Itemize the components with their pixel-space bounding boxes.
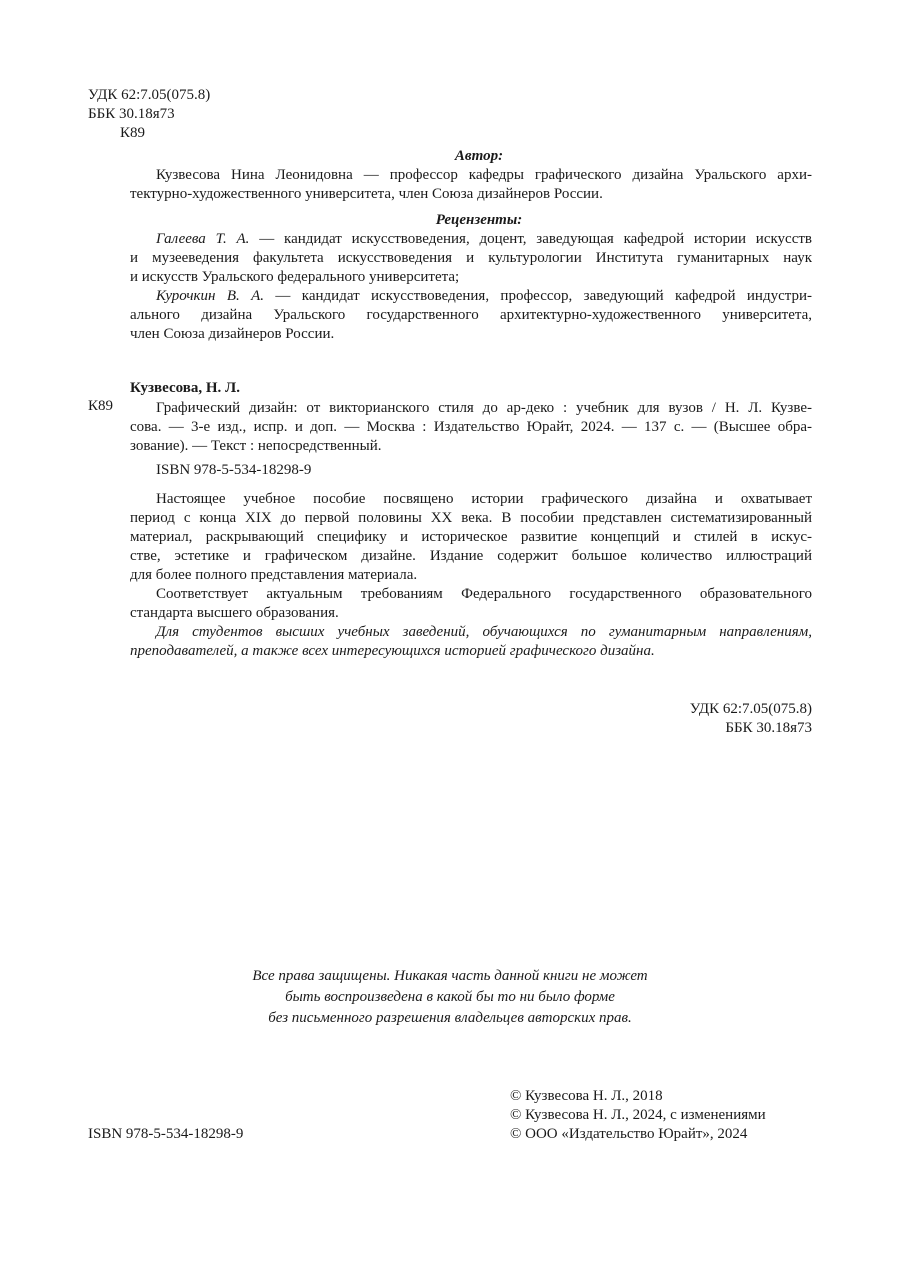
rights-line: Все права защищены. Никакая часть данной книги не может bbox=[252, 968, 648, 984]
reviewer-first-line bbox=[130, 287, 812, 306]
author-mark: К89 bbox=[120, 125, 146, 141]
reviewer-line: и искусств Уральского федерального университета; bbox=[130, 269, 460, 285]
annotation-line: стве, эстетике и графическом дизайне. Издание содержит большое количество иллюстраций bbox=[130, 548, 812, 564]
biblio-line: Графический дизайн: от викторианского стиля до ар-деко : учебник для вузов / Н. Л. Кузве- bbox=[156, 400, 812, 416]
copyright-line: © Кузвесова Н. Л., 2024, с изменениями bbox=[510, 1107, 766, 1123]
reviewer-desc: — кандидат искусствоведения, профессор, заведующий кафедрой индустри- bbox=[264, 288, 812, 304]
rights-line: быть воспроизведена в какой бы то ни было форме bbox=[285, 989, 615, 1005]
rights-line: без письменного разрешения владельцев авторских прав. bbox=[268, 1010, 632, 1026]
biblio-description bbox=[130, 399, 812, 456]
biblio-line: зование). — Текст : непосредственный. bbox=[130, 438, 382, 454]
reviewer-first-line bbox=[130, 230, 812, 249]
udk-code-right: УДК 62:7.05(075.8) bbox=[689, 701, 812, 717]
reviewers-list bbox=[130, 230, 812, 344]
biblio-isbn: ISBN 978-5-534-18298-9 bbox=[156, 462, 312, 478]
annotation-audience-line: Для студентов высших учебных заведений, обучающихся по гуманитарным направлениям, bbox=[156, 624, 812, 640]
reviewer-name: Галеева Т. А. bbox=[156, 231, 250, 247]
annotation-line: материал, раскрывающий специфику и историческое развитие концепций и стилей в искус- bbox=[130, 529, 812, 545]
copyright-block bbox=[510, 1087, 766, 1144]
author-line: Кузвесова Нина Леонидовна — профессор кафедры графического дизайна Уральского архи- bbox=[156, 167, 812, 183]
annotation-line: для более полного представления материала. bbox=[130, 567, 418, 583]
udk-code: УДК 62:7.05(075.8) bbox=[88, 87, 211, 103]
footer-isbn: ISBN 978-5-534-18298-9 bbox=[88, 1126, 244, 1142]
reviewer-line: и музееведения факультета искусствоведения и культурологии Института гуманитарных наук bbox=[130, 250, 812, 266]
annotation-line: период с конца XIX до первой половины XX века. В пособии представлен систематизированный bbox=[130, 510, 812, 526]
reviewer-line: ального дизайна Уральского государственного архитектурно-художественного университета, bbox=[130, 307, 812, 323]
biblio-author: Кузвесова, Н. Л. bbox=[130, 380, 240, 396]
biblio-mark: К89 bbox=[88, 398, 114, 414]
bbk-code: ББК 30.18я73 bbox=[88, 106, 175, 122]
annotation-line: Соответствует актуальным требованиям Федерального государственного образовательного bbox=[156, 586, 812, 602]
annotation-audience-line: преподавателей, а также всех интересующихся историей графического дизайна. bbox=[130, 643, 655, 659]
copyright-line: © ООО «Издательство Юрайт», 2024 bbox=[510, 1126, 748, 1142]
annotation-line: стандарта высшего образования. bbox=[130, 605, 339, 621]
reviewers-heading: Рецензенты: bbox=[435, 212, 523, 228]
reviewer-name: Курочкин В. А. bbox=[156, 288, 265, 304]
annotation-line: Настоящее учебное пособие посвящено истории графического дизайна и охватывает bbox=[156, 491, 812, 507]
rights-notice bbox=[100, 967, 800, 1030]
copyright-line: © Кузвесова Н. Л., 2018 bbox=[510, 1088, 663, 1104]
reviewer-desc: — кандидат искусствоведения, доцент, заведующая кафедрой истории искусств bbox=[249, 231, 812, 247]
reviewer-line: член Союза дизайнеров России. bbox=[130, 326, 335, 342]
annotation bbox=[130, 490, 812, 661]
bbk-code-right: ББК 30.18я73 bbox=[725, 720, 812, 736]
author-info bbox=[130, 166, 812, 204]
biblio-line: сова. — 3-е изд., испр. и доп. — Москва : Издательство Юрайт, 2024. — 137 с. — (Высшее обра- bbox=[130, 419, 812, 435]
author-line: тектурно-художественного университета, член Союза дизайнеров России. bbox=[130, 186, 603, 202]
author-heading: Автор: bbox=[454, 148, 504, 164]
